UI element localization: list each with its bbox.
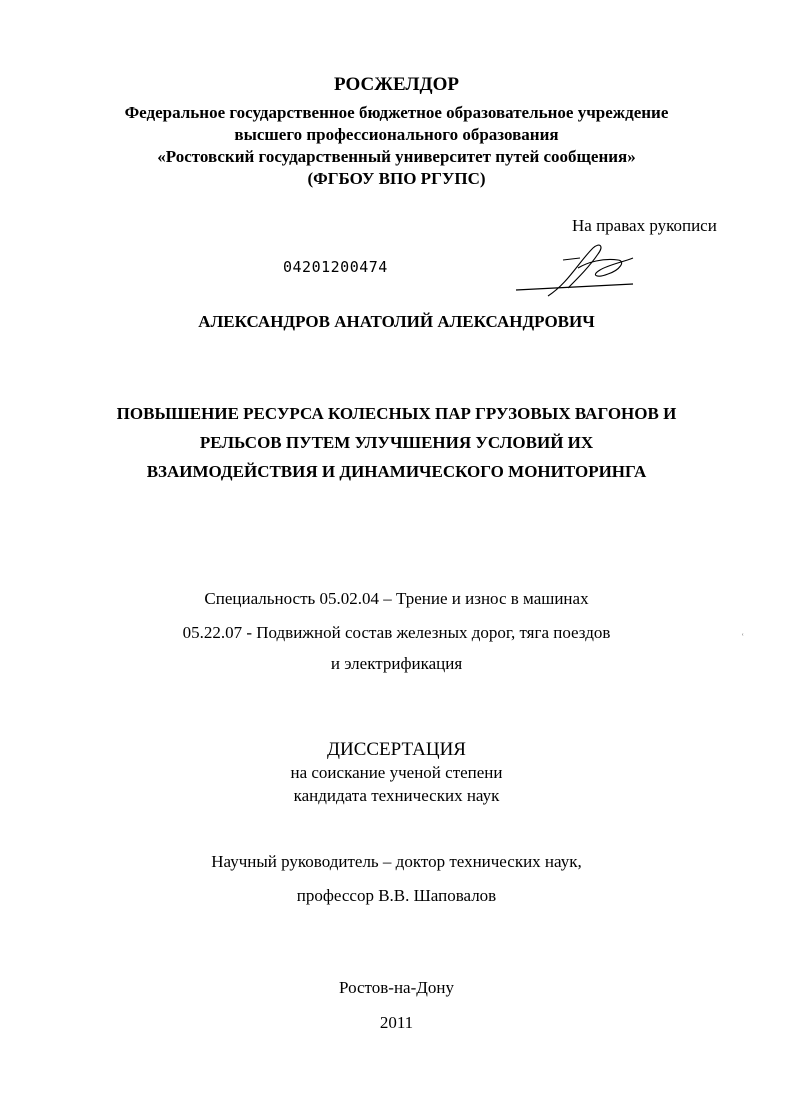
title-line-3: ВЗАИМОДЕЙСТВИЯ И ДИНАМИЧЕСКОГО МОНИТОРИНГА [146,462,647,481]
signature-icon [508,238,643,298]
city: Ростов-на-Дону [339,978,454,997]
institution-line-1: Федеральное государственное бюджетное образовательное учреждение [124,103,669,122]
place-and-year [0,970,793,1040]
thesis-block [0,738,793,807]
author-name: АЛЕКСАНДРОВ АНАТОЛИЙ АЛЕКСАНДРОВИЧ [198,312,595,331]
specialty-line-1: Специальность 05.02.04 – Трение и износ в машинах [204,589,589,608]
thesis-title [0,399,793,486]
specialty-line-2: 05.22.07 - Подвижной состав железных дорог, тяга поездов [182,623,611,642]
advisor-block [0,845,793,913]
thesis-degree-line-2: кандидата технических наук [293,786,500,805]
dissertation-title-page: РОСЖЕЛДОР Федеральное государственное бюджетное образовательное учреждение высшего профессионального образования «Ростовский государственный университет путей сообщения» (ФГБОУ ВПО РГУПС) На правах рукописи 04201200474 АЛЕКСАНДРОВ АНАТОЛИЙ АЛЕКСАНДРОВИЧ ПОВЫШЕНИЕ РЕСУРСА КОЛЕСНЫХ ПАР ГРУЗОВЫХ ВАГОНОВ И РЕЛЬСОВ ПУТЕМ УЛУЧШЕНИЯ УСЛОВИЙ ИХ ВЗАИМОДЕЙСТВИЯ И ДИНАМИЧЕСКОГО МОНИТОРИНГА Специальность 05.02.04 – Трение и износ в машинах 05.22.07 - Подвижной состав железных дорог, тяга поездов и электрификация ʿ ДИССЕРТАЦИЯ на соискание ученой степени кандидата технических наук Научный руководитель – доктор технических наук, профессор В.В. Шаповалов Ростов-на-Дону 2011 [0,0,793,1120]
advisor-line-2: профессор В.В. Шаповалов [296,886,497,905]
institution-abbreviation: (ФГБОУ ВПО РГУПС) [307,169,486,188]
thesis-type: ДИССЕРТАЦИЯ [327,739,466,760]
org-short-name: РОСЖЕЛДОР [333,74,460,95]
title-line-1: ПОВЫШЕНИЕ РЕСУРСА КОЛЕСНЫХ ПАР ГРУЗОВЫХ ВАГОНОВ И [116,404,677,423]
specialty-line-3: и электрификация [330,654,463,673]
document-number: 04201200474 [283,258,388,276]
thesis-degree-line-1: на соискание ученой степени [290,763,503,782]
institution-line-3: «Ростовский государственный университет путей сообщения» [157,147,636,166]
manuscript-note: На правах рукописи [572,216,717,235]
year: 2011 [379,1013,414,1032]
advisor-line-1: Научный руководитель – доктор технических наук, [211,852,582,871]
title-line-2: РЕЛЬСОВ ПУТЕМ УЛУЧШЕНИЯ УСЛОВИЙ ИХ [199,433,594,452]
institution-line-2: высшего профессионального образования [234,125,559,144]
